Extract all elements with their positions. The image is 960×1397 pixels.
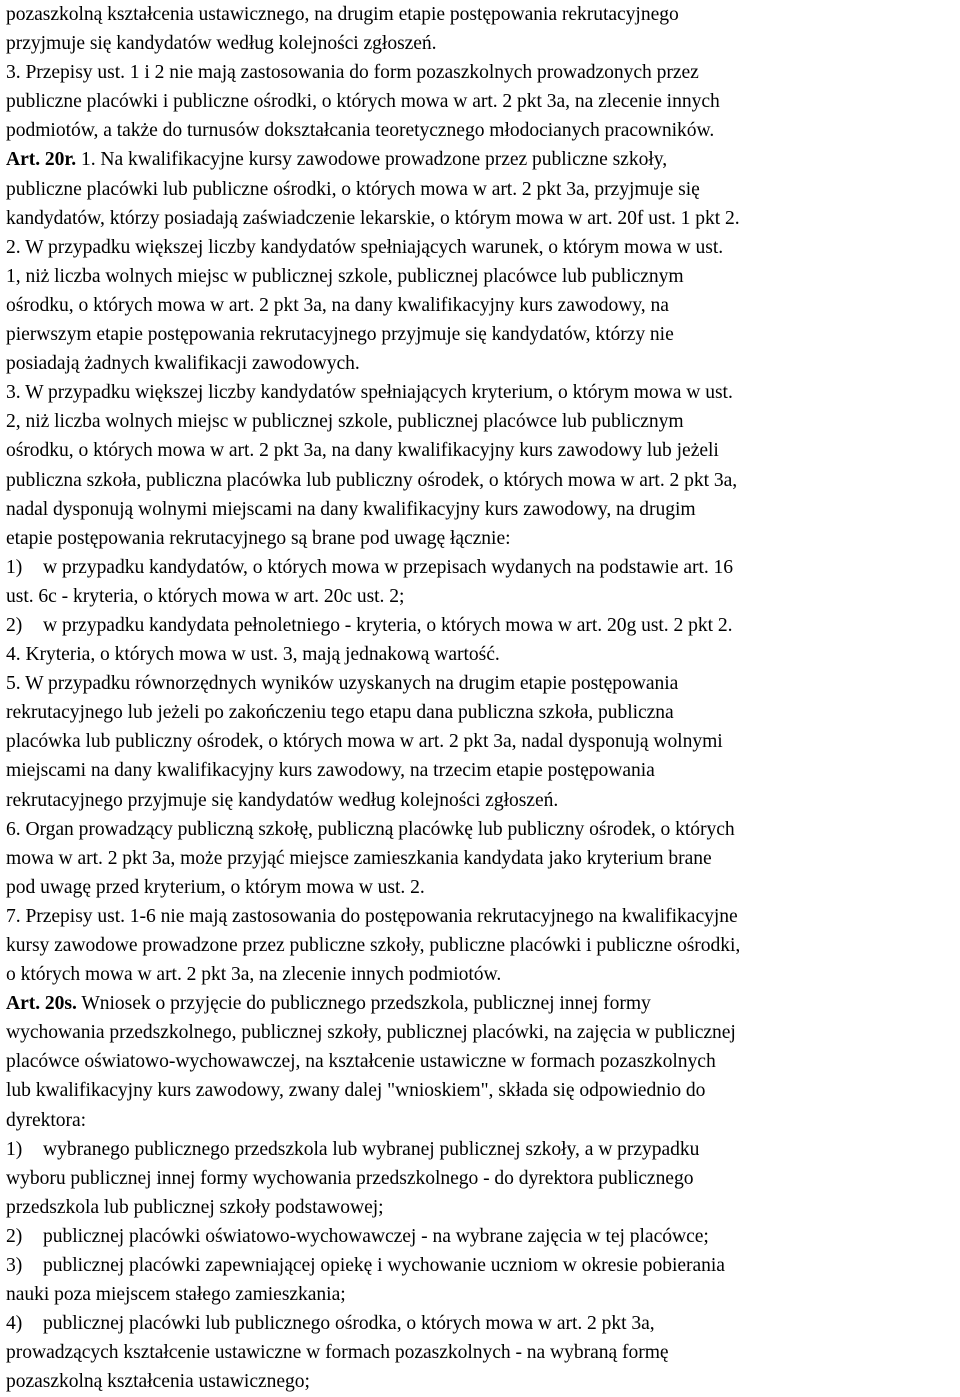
text-segment: pozaszkolną kształcenia ustawicznego, na drugim etapie postępowania rekrutacyjnego (6, 4, 679, 25)
text-segment: pierwszym etapie postępowania rekrutacyjnego przyjmuje się kandydatów, którzy nie (6, 324, 674, 346)
text-line (6, 1251, 956, 1280)
text-line (6, 233, 956, 262)
text-segment: pozaszkolną kształcenia ustawicznego; (6, 1371, 310, 1393)
text-line (6, 611, 956, 640)
text-segment: rekrutacyjnego lub jeżeli po zakończeniu tego etapu dana publiczna szkoła, publiczna (6, 702, 674, 724)
text-segment: wybranego publicznego przedszkola lub wybranej publicznej szkoły, a w przypadku (43, 1138, 700, 1160)
text-line (6, 29, 956, 58)
text-segment: 6. Organ prowadzący publiczną szkołę, publiczną placówkę lub publiczny ośrodek, o których (6, 818, 735, 840)
text-line (6, 1047, 956, 1076)
text-line (6, 1367, 956, 1396)
article-heading: Art. 20r. (6, 149, 77, 171)
text-line (6, 553, 956, 582)
text-segment: o których mowa w art. 2 pkt 3a, na zlecenie innych podmiotów. (6, 964, 502, 986)
text-line (6, 1018, 956, 1047)
text-line (6, 786, 956, 815)
text-segment: ośrodku, o których mowa w art. 2 pkt 3a, na dany kwalifikacyjny kurs zawodowy lub jeżeli (6, 440, 719, 462)
text-line (6, 756, 956, 785)
text-segment: publicznej placówki zapewniającej opiekę i wychowanie uczniom w okresie pobierania (43, 1255, 725, 1277)
text-line (6, 349, 956, 378)
text-line (6, 58, 956, 87)
text-segment: dyrektora: (6, 1109, 87, 1131)
text-line (6, 1135, 956, 1164)
text-segment: w przypadku kandydatów, o których mowa w przepisach wydanych na podstawie art. 16 (43, 556, 734, 578)
text-segment: 3. Przepisy ust. 1 i 2 nie mają zastosowania do form pozaszkolnych prowadzonych przez (6, 62, 699, 84)
text-segment: przedszkola lub publicznej szkoły podstawowej; (6, 1196, 384, 1218)
text-line (6, 466, 956, 495)
document-text (6, 0, 956, 1397)
list-item-number: 1) (6, 556, 23, 578)
text-segment: etapie postępowania rekrutacyjnego są brane pod uwagę łącznie: (6, 527, 511, 549)
text-segment: 2, niż liczba wolnych miejsc w publicznej szkole, publicznej placówce lub publicznym (6, 411, 684, 433)
text-segment: kandydatów, którzy posiadają zaświadczenie lekarskie, o którym mowa w art. 20f ust. 1 pkt 2. (6, 207, 740, 229)
text-line (6, 524, 956, 553)
list-item-number: 2) (6, 1225, 23, 1247)
text-line (6, 873, 956, 902)
text-segment: podmiotów, a także do turnusów dokształcania teoretycznego młodocianych pracowników. (6, 120, 715, 142)
text-segment: ust. 6c - kryteria, o których mowa w art. 20c ust. 2; (6, 585, 405, 607)
text-line (6, 407, 956, 436)
text-line (6, 436, 956, 465)
text-line (6, 1193, 956, 1222)
text-line (6, 291, 956, 320)
text-segment: mowa w art. 2 pkt 3a, może przyjąć miejsce zamieszkania kandydata jako kryterium brane (6, 847, 712, 869)
text-segment: placówce oświatowo-wychowawczej, na kształcenie ustawiczne w formach pozaszkolnych (6, 1051, 716, 1073)
text-segment: ośrodku, o których mowa w art. 2 pkt 3a, na dany kwalifikacyjny kurs zawodowy, na (6, 294, 669, 316)
text-segment: 7. Przepisy ust. 1-6 nie mają zastosowania do postępowania rekrutacyjnego na kwalifikacyjne (6, 905, 738, 927)
text-segment: publiczna szkoła, publiczna placówka lub publiczny ośrodek, o których mowa w art. 2 pkt 3a, (6, 469, 738, 491)
text-line (6, 262, 956, 291)
text-segment: prowadzących kształcenie ustawiczne w formach pozaszkolnych - na wybraną formę (6, 1342, 669, 1364)
text-line (6, 989, 956, 1018)
text-line (6, 495, 956, 524)
list-item-number: 2) (6, 614, 23, 636)
text-segment: placówka lub publiczny ośrodek, o których mowa w art. 2 pkt 3a, nadal dysponują wolnymi (6, 731, 723, 753)
text-line (6, 116, 956, 145)
text-segment: Wniosek o przyjęcie do publicznego przedszkola, publicznej innej formy (76, 993, 651, 1015)
text-segment: nadal dysponują wolnymi miejscami na dany kwalifikacyjny kurs zawodowy, na drugim (6, 498, 696, 520)
list-item-number: 4) (6, 1313, 23, 1335)
text-segment: publiczne placówki lub publiczne ośrodki, o których mowa w art. 2 pkt 3a, przyjmuje się (6, 178, 700, 200)
text-line (6, 1164, 956, 1193)
text-segment: pod uwagę przed kryterium, o którym mowa w ust. 2. (6, 876, 425, 898)
text-segment: 2. W przypadku większej liczby kandydatów spełniających warunek, o którym mowa w ust. (6, 236, 724, 258)
text-segment: publiczne placówki i publiczne ośrodki, o których mowa w art. 2 pkt 3a, na zlecenie innych (6, 91, 720, 113)
text-segment: 3. W przypadku większej liczby kandydatów spełniających kryterium, o którym mowa w ust. (6, 382, 733, 404)
text-line (6, 844, 956, 873)
text-segment: 1, niż liczba wolnych miejsc w publicznej szkole, publicznej placówce lub publicznym (6, 265, 684, 287)
text-segment: lub kwalifikacyjny kurs zawodowy, zwany dalej "wnioskiem", składa się odpowiednio do (6, 1080, 706, 1102)
text-line (6, 960, 956, 989)
text-line (6, 1106, 956, 1135)
article-heading: Art. 20s. (6, 993, 77, 1015)
text-line (6, 87, 956, 116)
text-line (6, 204, 956, 233)
text-line (6, 0, 956, 29)
text-line (6, 145, 956, 174)
text-line (6, 378, 956, 407)
text-line (6, 1222, 956, 1251)
text-line (6, 698, 956, 727)
text-segment: wychowania przedszkolnego, publicznej szkoły, publicznej placówki, na zajęcia w publicznej (6, 1022, 736, 1044)
text-line (6, 640, 956, 669)
text-line (6, 931, 956, 960)
text-line (6, 320, 956, 349)
text-segment: nauki poza miejscem stałego zamieszkania; (6, 1284, 346, 1306)
text-line (6, 1280, 956, 1309)
text-segment: publicznej placówki lub publicznego ośrodka, o których mowa w art. 2 pkt 3a, (43, 1313, 655, 1335)
text-segment: 1. Na kwalifikacyjne kursy zawodowe prowadzone przez publiczne szkoły, (76, 149, 668, 171)
text-line (6, 582, 956, 611)
text-segment: wyboru publicznej innej formy wychowania przedszkolnego - do dyrektora publicznego (6, 1167, 694, 1189)
text-line (6, 727, 956, 756)
text-segment: miejscami na dany kwalifikacyjny kurs zawodowy, na trzecim etapie postępowania (6, 760, 655, 782)
text-line (6, 1076, 956, 1105)
list-item-number: 1) (6, 1138, 23, 1160)
text-line (6, 902, 956, 931)
text-segment: publicznej placówki oświatowo-wychowawczej - na wybrane zajęcia w tej placówce; (43, 1225, 709, 1247)
text-segment: kursy zawodowe prowadzone przez publiczne szkoły, publiczne placówki i publiczne ośrodki, (6, 935, 741, 956)
text-segment: w przypadku kandydata pełnoletniego - kryteria, o których mowa w art. 20g ust. 2 pkt 2. (43, 614, 733, 636)
text-line (6, 175, 956, 204)
text-line (6, 815, 956, 844)
text-segment: 4. Kryteria, o których mowa w ust. 3, mają jednakową wartość. (6, 644, 500, 666)
text-segment: rekrutacyjnego przyjmuje się kandydatów według kolejności zgłoszeń. (6, 789, 559, 811)
text-line (6, 1309, 956, 1338)
list-item-number: 3) (6, 1255, 23, 1277)
text-line (6, 669, 956, 698)
text-segment: posiadają żadnych kwalifikacji zawodowych. (6, 353, 360, 375)
text-segment: przyjmuje się kandydatów według kolejności zgłoszeń. (6, 33, 437, 55)
text-line (6, 1338, 956, 1367)
text-segment: 5. W przypadku równorzędnych wyników uzyskanych na drugim etapie postępowania (6, 673, 679, 695)
